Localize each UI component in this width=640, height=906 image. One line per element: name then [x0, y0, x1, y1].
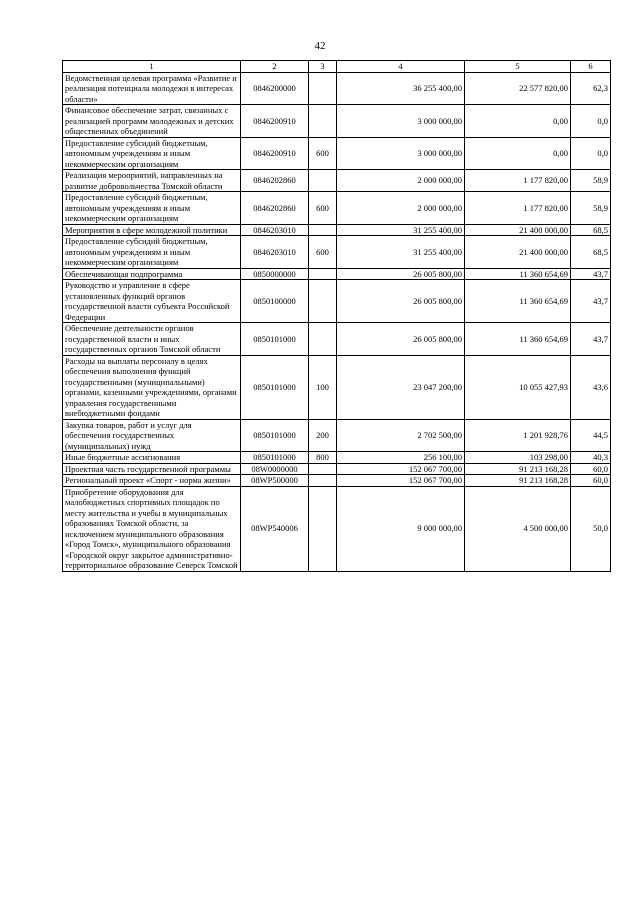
expense-type — [309, 105, 337, 138]
execution-percent: 68,5 — [571, 224, 611, 236]
target-code: 0850101000 — [241, 419, 309, 452]
actual-amount: 1 201 928,76 — [465, 419, 571, 452]
table-row — [63, 137, 611, 170]
execution-percent: 0,0 — [571, 137, 611, 170]
target-code: 0850101000 — [241, 452, 309, 464]
table-row — [63, 355, 611, 419]
planned-amount: 2 000 000,00 — [337, 170, 465, 192]
page-number: 42 — [314, 40, 326, 52]
target-code: 0846202860 — [241, 170, 309, 192]
item-name: Предоставление субсидий бюджетным, автономным учреждениям и иным некоммерческим организациям — [63, 192, 241, 225]
column-header: 2 — [241, 61, 309, 73]
table-row — [63, 236, 611, 269]
column-header: 3 — [309, 61, 337, 73]
column-header: 5 — [465, 61, 571, 73]
table-row — [63, 268, 611, 280]
expense-type: 600 — [309, 137, 337, 170]
actual-amount: 22 577 820,00 — [465, 72, 571, 105]
target-code: 0850000000 — [241, 268, 309, 280]
actual-amount: 1 177 820,00 — [465, 170, 571, 192]
execution-percent: 43,7 — [571, 268, 611, 280]
expense-type — [309, 170, 337, 192]
item-name: Предоставление субсидий бюджетным, автономным учреждениям и иным некоммерческим организациям — [63, 137, 241, 170]
actual-amount: 103 298,00 — [465, 452, 571, 464]
target-code: 0846203010 — [241, 224, 309, 236]
actual-amount: 0,00 — [465, 137, 571, 170]
expense-type — [309, 224, 337, 236]
table-row — [63, 486, 611, 571]
target-code: 0846200910 — [241, 105, 309, 138]
item-name: Расходы на выплаты персоналу в целях обеспечения выполнения функций государственными (муниципальными) органами, казенными учреждениями, органами управления государственными внебюджетными фондами — [63, 355, 241, 419]
target-code: 0846202860 — [241, 192, 309, 225]
planned-amount: 9 000 000,00 — [337, 486, 465, 571]
item-name: Обеспечивающая подпрограмма — [63, 268, 241, 280]
execution-percent: 58,9 — [571, 192, 611, 225]
table-row — [63, 419, 611, 452]
item-name: Мероприятия в сфере молодежной политики — [63, 224, 241, 236]
planned-amount: 31 255 400,00 — [337, 236, 465, 269]
item-name: Закупка товаров, работ и услуг для обеспечения государственных (муниципальных) нужд — [63, 419, 241, 452]
planned-amount: 2 702 500,00 — [337, 419, 465, 452]
actual-amount: 0,00 — [465, 105, 571, 138]
item-name: Обеспечение деятельности органов государственной власти и иных государственных органов Томской области — [63, 323, 241, 356]
item-name: Приобретение оборудования для малобюджетных спортивных площадок по месту жительства и учебы в муниципальных образованиях Томской области, за исключением муниципального образования «Город Томск», муниципального образования «Городской округ закрытое административно-территориальное образование Северск Томской — [63, 486, 241, 571]
table-row — [63, 280, 611, 323]
table-row — [63, 323, 611, 356]
planned-amount: 36 255 400,00 — [337, 72, 465, 105]
target-code: 0846203010 — [241, 236, 309, 269]
table-row — [63, 192, 611, 225]
item-name: Ведомственная целевая программа «Развитие и реализация потенциала молодежи в интересах области» — [63, 72, 241, 105]
execution-percent: 60,0 — [571, 475, 611, 487]
table-row — [63, 72, 611, 105]
expense-type — [309, 323, 337, 356]
target-code: 08WP540006 — [241, 486, 309, 571]
table-row — [63, 170, 611, 192]
table-row — [63, 463, 611, 475]
actual-amount: 21 400 000,00 — [465, 224, 571, 236]
item-name: Предоставление субсидий бюджетным, автономным учреждениям и иным некоммерческим организациям — [63, 236, 241, 269]
actual-amount: 91 213 168,28 — [465, 463, 571, 475]
expense-type — [309, 486, 337, 571]
planned-amount: 31 255 400,00 — [337, 224, 465, 236]
execution-percent: 62,3 — [571, 72, 611, 105]
execution-percent: 60,0 — [571, 463, 611, 475]
actual-amount: 4 500 000,00 — [465, 486, 571, 571]
planned-amount: 152 067 700,00 — [337, 463, 465, 475]
execution-percent: 43,6 — [571, 355, 611, 419]
execution-percent: 43,7 — [571, 323, 611, 356]
target-code: 0846200910 — [241, 137, 309, 170]
expense-type: 600 — [309, 236, 337, 269]
target-code: 0846200000 — [241, 72, 309, 105]
expense-type: 200 — [309, 419, 337, 452]
execution-percent: 68,5 — [571, 236, 611, 269]
actual-amount: 11 360 654,69 — [465, 280, 571, 323]
item-name: Руководство и управление в сфере установленных функций органов государственной власти субъекта Российской Федерации — [63, 280, 241, 323]
planned-amount: 3 000 000,00 — [337, 105, 465, 138]
planned-amount: 256 100,00 — [337, 452, 465, 464]
actual-amount: 11 360 654,69 — [465, 323, 571, 356]
planned-amount: 3 000 000,00 — [337, 137, 465, 170]
expense-type — [309, 280, 337, 323]
actual-amount: 1 177 820,00 — [465, 192, 571, 225]
actual-amount: 10 055 427,93 — [465, 355, 571, 419]
execution-percent: 43,7 — [571, 280, 611, 323]
target-code: 0850101000 — [241, 323, 309, 356]
target-code: 0850101000 — [241, 355, 309, 419]
actual-amount: 11 360 654,69 — [465, 268, 571, 280]
expense-type: 600 — [309, 192, 337, 225]
item-name: Региональный проект «Спорт - норма жизни» — [63, 475, 241, 487]
execution-percent: 0,0 — [571, 105, 611, 138]
target-code: 08W0000000 — [241, 463, 309, 475]
planned-amount: 26 005 800,00 — [337, 280, 465, 323]
table-row — [63, 475, 611, 487]
execution-percent: 58,9 — [571, 170, 611, 192]
planned-amount: 26 005 800,00 — [337, 323, 465, 356]
actual-amount: 21 400 000,00 — [465, 236, 571, 269]
column-header: 1 — [63, 61, 241, 73]
target-code: 08WP500000 — [241, 475, 309, 487]
planned-amount: 26 005 800,00 — [337, 268, 465, 280]
expense-type — [309, 475, 337, 487]
column-header: 6 — [571, 61, 611, 73]
execution-percent: 40,3 — [571, 452, 611, 464]
table-row — [63, 105, 611, 138]
expense-type: 100 — [309, 355, 337, 419]
table-row — [63, 224, 611, 236]
header-row — [63, 61, 611, 73]
execution-percent: 44,5 — [571, 419, 611, 452]
planned-amount: 152 067 700,00 — [337, 475, 465, 487]
budget-table — [62, 60, 611, 572]
item-name: Реализация мероприятий, направленных на развитие добровольчества Томской области — [63, 170, 241, 192]
expense-type — [309, 72, 337, 105]
table-row — [63, 452, 611, 464]
item-name: Проектная часть государственной программы — [63, 463, 241, 475]
target-code: 0850100000 — [241, 280, 309, 323]
column-header: 4 — [337, 61, 465, 73]
expense-type — [309, 463, 337, 475]
actual-amount: 91 213 168,28 — [465, 475, 571, 487]
planned-amount: 2 000 000,00 — [337, 192, 465, 225]
expense-type — [309, 268, 337, 280]
execution-percent: 50,0 — [571, 486, 611, 571]
planned-amount: 23 047 200,00 — [337, 355, 465, 419]
item-name: Финансовое обеспечение затрат, связанных с реализацией программ молодежных и детских общественных объединений — [63, 105, 241, 138]
expense-type: 800 — [309, 452, 337, 464]
item-name: Иные бюджетные ассигнования — [63, 452, 241, 464]
